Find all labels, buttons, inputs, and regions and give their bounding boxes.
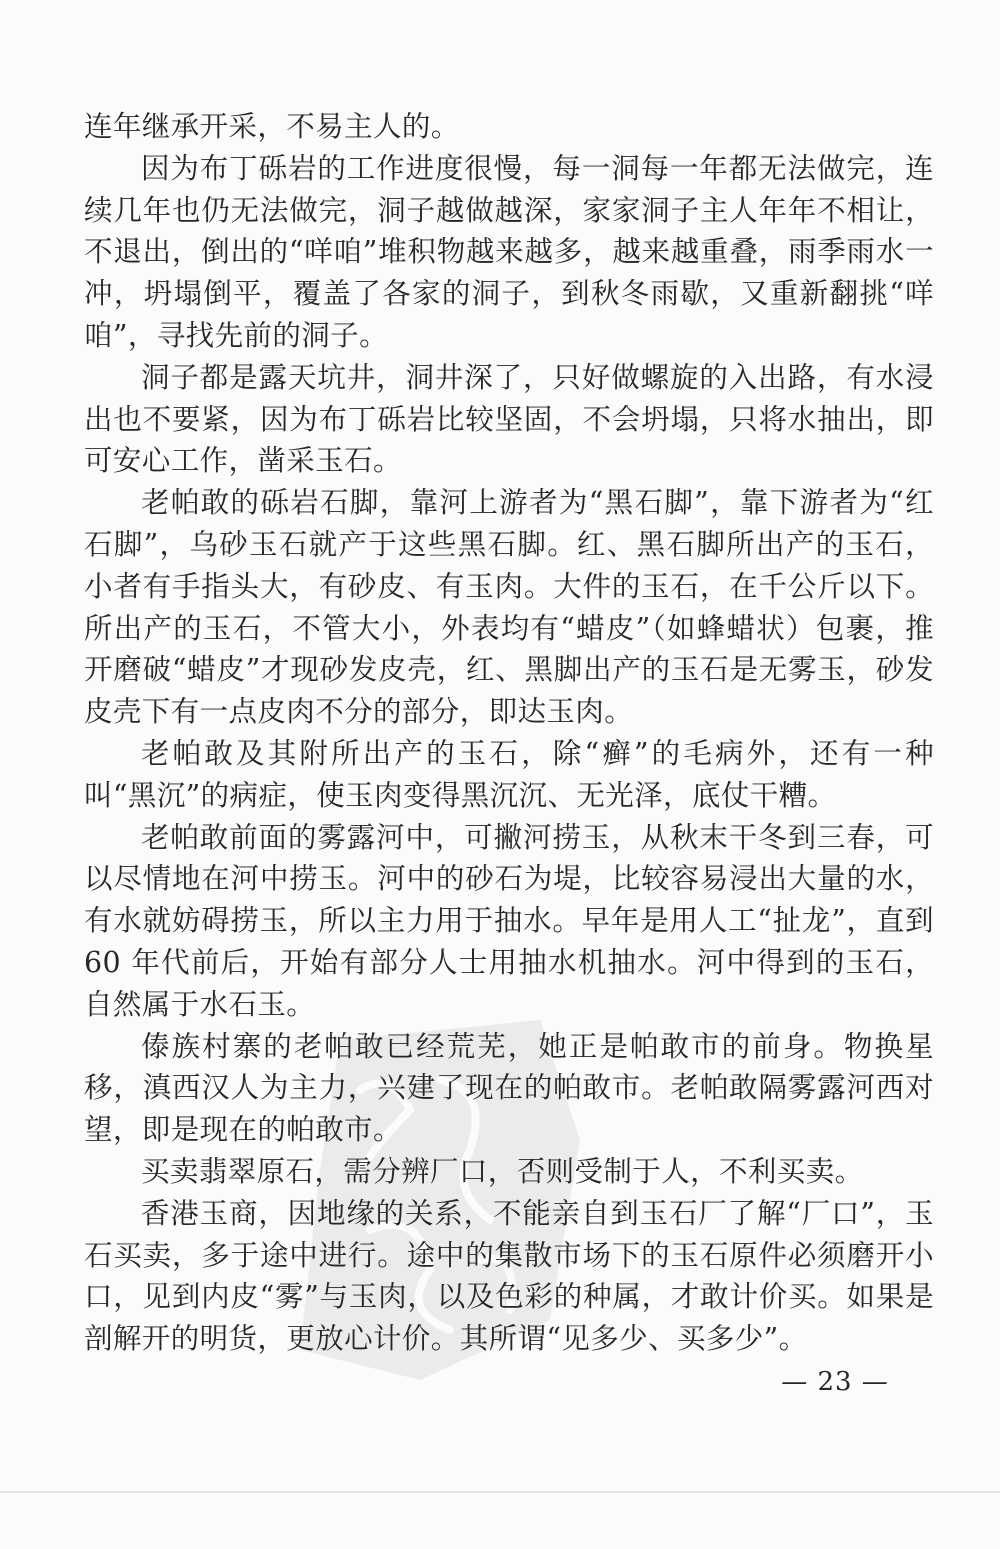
scan-edge-divider (0, 1491, 1000, 1493)
paragraph-3: 洞子都是露天坑井，洞井深了，只好做螺旋的入出路，有水浸出也不要紧，因为布丁砾岩比较坚固，不会坍塌，只将水抽出，即可安心工作，凿采玉石。 (84, 360, 934, 478)
body-text (84, 106, 934, 1360)
paragraph-2: 因为布丁砾岩的工作进度很慢，每一洞每一年都无法做完，连续几年也仍无法做完，洞子越做越深，家家洞子主人年年不相让，不退出，倒出的“咩咱”堆积物越来越多，越来越重叠，雨季雨水一冲，坍塌倒平，覆盖了各家的洞子，到秋冬雨歇，又重新翻挑“咩咱”，寻找先前的洞子。 (84, 151, 934, 352)
paragraph-5: 老帕敢及其附所出产的玉石，除“癣”的毛病外，还有一种叫“黑沉”的病症，使玉肉变得黑沉沉、无光泽，底仗干糟。 (84, 736, 934, 812)
paragraph-7: 傣族村寨的老帕敢已经荒芜，她正是帕敢市的前身。物换星移，滇西汉人为主力，兴建了现在的帕敢市。老帕敢隔雾露河西对望，即是现在的帕敢市。 (84, 1029, 934, 1147)
paragraph-9: 香港玉商，因地缘的关系，不能亲自到玉石厂了解“厂口”，玉石买卖，多于途中进行。途中的集散市场下的玉石原件必须磨开小口，见到内皮“雾”与玉肉，以及色彩的种属，才敢计价买。如果是剖解开的明货，更放心计价。其所谓“见多少、买多少”。 (84, 1196, 934, 1356)
paragraph-4: 老帕敢的砾岩石脚，靠河上游者为“黑石脚”，靠下游者为“红石脚”，乌砂玉石就产于这些黑石脚。红、黑石脚所出产的玉石，小者有手指头大，有砂皮、有玉肉。大件的玉石，在千公斤以下。所出产的玉石，不管大小，外表均有“蜡皮”（如蜂蜡状）包裹，推开磨破“蜡皮”才现砂发皮壳，红、黑脚出产的玉石是无雾玉，砂发皮壳下有一点皮肉不分的部分，即达玉肉。 (84, 486, 934, 729)
page-number: — 23 — (781, 1367, 889, 1397)
paragraph-6: 老帕敢前面的雾露河中，可撇河捞玉，从秋末干冬到三春，可以尽情地在河中捞玉。河中的砂石为堤，比较容易浸出大量的水，有水就妨碍捞玉，所以主力用于抽水。早年是用人工“扯龙”，直到 60 年代前后，开始有部分人士用抽水机抽水。河中得到的玉石，自然属于水石玉。 (84, 820, 934, 1021)
paragraph-8: 买卖翡翠原石，需分辨厂口，否则受制于人，不利买卖。 (141, 1154, 864, 1188)
paragraph-1: 连年继承开采，不易主人的。 (84, 110, 460, 143)
